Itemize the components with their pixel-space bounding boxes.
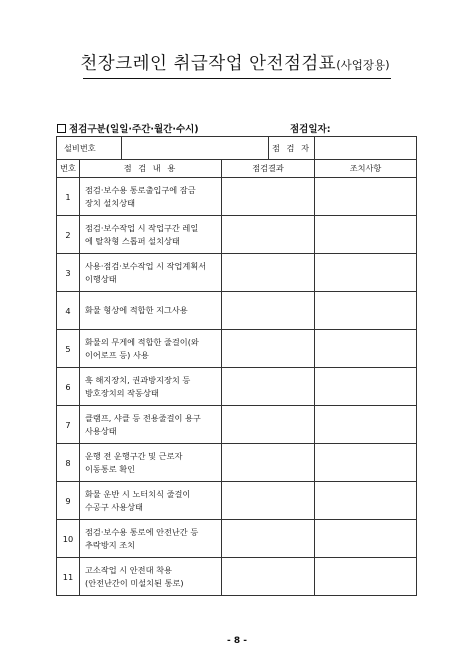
item-number: 6 — [57, 368, 80, 406]
table-row — [57, 558, 417, 596]
item-action-field[interactable] — [315, 482, 417, 520]
equipment-no-label: 설비번호 — [57, 137, 122, 160]
item-content-line: 점검·보수작업 시 작업구간 레일 — [85, 223, 199, 233]
item-rows — [57, 178, 417, 596]
table-row — [57, 406, 417, 444]
item-content-line: 점검·보수용 통로에 안전난간 등 — [85, 527, 199, 537]
item-content — [80, 406, 222, 444]
title-underline — [83, 78, 391, 79]
table-row — [57, 292, 417, 330]
check-type-label: 점검구분(일일·주간·월간·수시) — [69, 124, 199, 135]
item-content — [80, 482, 222, 520]
item-number: 1 — [57, 178, 80, 216]
check-type-row — [57, 121, 199, 135]
item-action-field[interactable] — [315, 292, 417, 330]
item-content-line: 훅 해지장치, 권과방지장치 등 — [85, 375, 191, 385]
item-content-line: 고소작업 시 안전대 착용 — [85, 565, 172, 575]
item-result-field[interactable] — [222, 482, 315, 520]
table-row — [57, 330, 417, 368]
item-content — [80, 178, 222, 216]
inspector-label: 점 검 자 — [269, 137, 315, 160]
item-result-field[interactable] — [222, 368, 315, 406]
inspector-field[interactable] — [315, 137, 417, 160]
item-content-line: 추락방지 조치 — [85, 539, 136, 550]
item-action-field[interactable] — [315, 254, 417, 292]
item-content-line: 화물 운반 시 노터치식 줄걸이 — [85, 489, 191, 499]
item-content-line: 사용상태 — [85, 425, 117, 436]
table-row — [57, 368, 417, 406]
item-number: 3 — [57, 254, 80, 292]
item-content-line: 클램프, 샤클 등 전용줄걸이 용구 — [85, 413, 201, 423]
item-number: 2 — [57, 216, 80, 254]
page-number: - 8 - — [227, 636, 247, 646]
check-date-label: 점검일자: — [290, 124, 331, 135]
item-result-field[interactable] — [222, 254, 315, 292]
item-content — [80, 292, 222, 330]
item-content-line: (안전난간이 미설치된 통로) — [85, 577, 184, 588]
item-content-line: 이행상태 — [85, 273, 117, 284]
col-header-action: 조치사항 — [315, 160, 417, 178]
item-action-field[interactable] — [315, 178, 417, 216]
header-info-row — [57, 137, 417, 160]
item-content-line: 에 탈착형 스톱퍼 설치상태 — [85, 235, 180, 246]
document-title — [70, 50, 400, 75]
title-suffix: (사업장용) — [336, 58, 390, 72]
item-result-field[interactable] — [222, 520, 315, 558]
item-content — [80, 330, 222, 368]
item-number: 4 — [57, 292, 80, 330]
item-number: 5 — [57, 330, 80, 368]
item-action-field[interactable] — [315, 558, 417, 596]
item-content-line: 이어로프 등) 사용 — [85, 349, 149, 360]
item-action-field[interactable] — [315, 216, 417, 254]
item-result-field[interactable] — [222, 558, 315, 596]
item-content-line: 사용·점검·보수작업 시 작업계획서 — [85, 261, 207, 271]
item-result-field[interactable] — [222, 330, 315, 368]
table-row — [57, 520, 417, 558]
item-content-line: 수공구 사용상태 — [85, 501, 143, 512]
col-header-result: 점검결과 — [222, 160, 315, 178]
col-header-content: 점 검 내 용 — [80, 160, 222, 178]
item-content-line: 화물 형상에 적합한 지그사용 — [85, 305, 188, 316]
item-action-field[interactable] — [315, 330, 417, 368]
item-content — [80, 368, 222, 406]
item-number: 10 — [57, 520, 80, 558]
title-main: 천장크레인 취급작업 안전점검표 — [80, 54, 337, 74]
inspection-table — [56, 136, 417, 596]
item-result-field[interactable] — [222, 216, 315, 254]
equipment-no-field[interactable] — [122, 137, 269, 160]
checkbox-icon[interactable] — [57, 124, 66, 133]
item-content — [80, 254, 222, 292]
item-content — [80, 444, 222, 482]
table-row — [57, 178, 417, 216]
item-result-field[interactable] — [222, 292, 315, 330]
col-header-no: 번호 — [57, 160, 80, 178]
item-content-line: 화물의 무게에 적합한 줄걸이(와 — [85, 337, 199, 347]
item-content — [80, 216, 222, 254]
item-content-line: 장치 설치상태 — [85, 197, 136, 208]
item-number: 9 — [57, 482, 80, 520]
item-result-field[interactable] — [222, 178, 315, 216]
item-number: 7 — [57, 406, 80, 444]
item-content-line: 방호장치의 작동상태 — [85, 387, 159, 398]
table-row — [57, 254, 417, 292]
table-row — [57, 216, 417, 254]
column-header-row — [57, 160, 417, 178]
item-result-field[interactable] — [222, 444, 315, 482]
item-number: 8 — [57, 444, 80, 482]
item-action-field[interactable] — [315, 368, 417, 406]
item-action-field[interactable] — [315, 520, 417, 558]
item-content-line: 운행 전 운행구간 및 근로자 — [85, 451, 183, 461]
table-row — [57, 482, 417, 520]
item-content — [80, 558, 222, 596]
item-action-field[interactable] — [315, 406, 417, 444]
item-number: 11 — [57, 558, 80, 596]
item-content-line: 점검·보수용 통로출입구에 잠금 — [85, 185, 196, 195]
item-action-field[interactable] — [315, 444, 417, 482]
item-result-field[interactable] — [222, 406, 315, 444]
item-content — [80, 520, 222, 558]
item-content-line: 이동통로 확인 — [85, 463, 136, 474]
table-row — [57, 444, 417, 482]
